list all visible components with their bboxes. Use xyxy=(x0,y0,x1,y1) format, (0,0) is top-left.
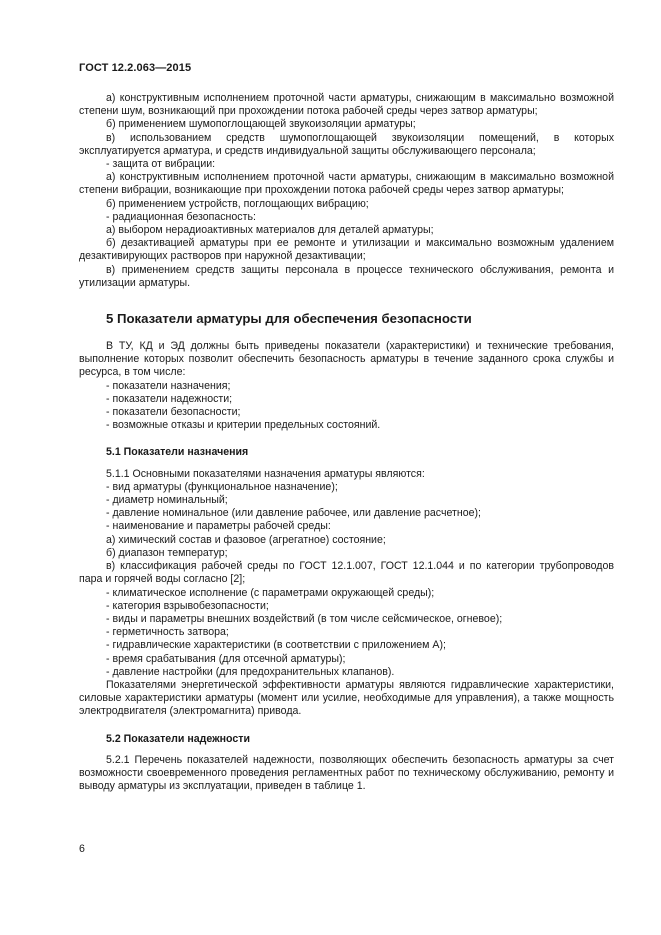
paragraph: в) применением средств защиты персонала в процессе технического обслуживания, ремонта и утилизации арматуры. xyxy=(79,263,614,289)
section-5-2-title: 5.2 Показатели надежности xyxy=(106,732,250,745)
list-item: - давление настройки (для предохранительных клапанов). xyxy=(106,665,395,678)
list-item: - показатели надежности; xyxy=(106,392,233,405)
paragraph: - защита от вибрации: xyxy=(106,158,216,171)
document-code-header: ГОСТ 12.2.063—2015 xyxy=(79,62,192,74)
section-5-1-title: 5.1 Показатели назначения xyxy=(106,446,249,459)
section-5-title: 5 Показатели арматуры для обеспечения безопасности xyxy=(106,311,472,327)
page-number: 6 xyxy=(79,843,85,855)
list-item: - время срабатывания (для отсечной арматуры); xyxy=(106,652,346,665)
paragraph: а) конструктивным исполнением проточной части арматуры, снижающим в максимально возможной степени шум, возникающий при прохождении потока рабочей среды через затвор арматуры; xyxy=(79,92,614,118)
list-item: - диаметр номинальный; xyxy=(106,494,228,507)
list-item: а) химический состав и фазовое (агрегатное) состояние; xyxy=(106,533,386,546)
list-item: - вид арматуры (функциональное назначение); xyxy=(106,480,338,493)
list-item: - климатическое исполнение (с параметрами окружающей среды); xyxy=(106,586,435,599)
paragraph: б) применением шумопоглощающей звукоизоляции арматуры; xyxy=(106,118,416,131)
paragraph: б) применением устройств, поглощающих вибрацию; xyxy=(106,197,369,210)
list-item: - герметичность затвора; xyxy=(106,626,229,639)
list-item: - показатели безопасности; xyxy=(106,406,241,419)
list-item: в) классификация рабочей среды по ГОСТ 12.1.007, ГОСТ 12.1.044 и по категории трубопроводов пара и горячей воды согласно [2]; xyxy=(79,560,614,586)
paragraph: в) использованием средств шумопоглощающей звукоизоляции помещений, в которых эксплуатируется арматура, и средств индивидуальной защиты обслуживающего персонала; xyxy=(79,131,614,157)
list-item: - виды и параметры внешних воздействий (в том числе сейсмическое, огневое); xyxy=(106,612,503,625)
list-item: - гидравлические характеристики (в соответствии с приложением А); xyxy=(106,639,446,652)
paragraph: а) конструктивным исполнением проточной части арматуры, снижающим в максимально возможной степени вибрации, возникающие при прохождении потока рабочей среды через затвор арматуры; xyxy=(79,171,614,197)
document-body xyxy=(79,92,614,793)
list-item: б) диапазон температур; xyxy=(106,546,228,559)
noise-vibration-radiation-block xyxy=(79,92,614,290)
paragraph: Показателями энергетической эффективности арматуры являются гидравлические характеристики, силовые характеристики арматуры (момент или усилие, необходимые для управления), а также мощность электродвигателя (электромагнита) привода. xyxy=(79,678,614,718)
list-item: - показатели назначения; xyxy=(106,379,231,392)
paragraph: б) дезактивацией арматуры при ее ремонте и утилизации и максимально возможным удалением дезактивирующих растворов при наружной дезактивации; xyxy=(79,237,614,263)
paragraph: а) выбором нерадиоактивных материалов для деталей арматуры; xyxy=(106,224,434,237)
paragraph: 5.2.1 Перечень показателей надежности, позволяющих обеспечить безопасность арматуры за счет возможности своевременного проведения регламентных работ по техническому обслуживанию, ремонту и выводу арматуры из эксплуатации, приведен в таблице 1. xyxy=(79,753,614,793)
list-item: - наименование и параметры рабочей среды: xyxy=(106,520,331,533)
paragraph: - радиационная безопасность: xyxy=(106,210,256,223)
list-item: - категория взрывобезопасности; xyxy=(106,599,269,612)
list-item: - возможные отказы и критерии предельных состояний. xyxy=(106,419,381,432)
paragraph: 5.1.1 Основными показателями назначения арматуры являются: xyxy=(106,467,425,480)
list-item: - давление номинальное (или давление рабочее, или давление расчетное); xyxy=(106,507,481,520)
section-5-intro: В ТУ, КД и ЭД должны быть приведены показатели (характеристики) и технические требования, выполнение которых позволит обеспечить безопасность арматуры в течение заданного срока службы и ресурса, в том числе: xyxy=(79,340,614,379)
